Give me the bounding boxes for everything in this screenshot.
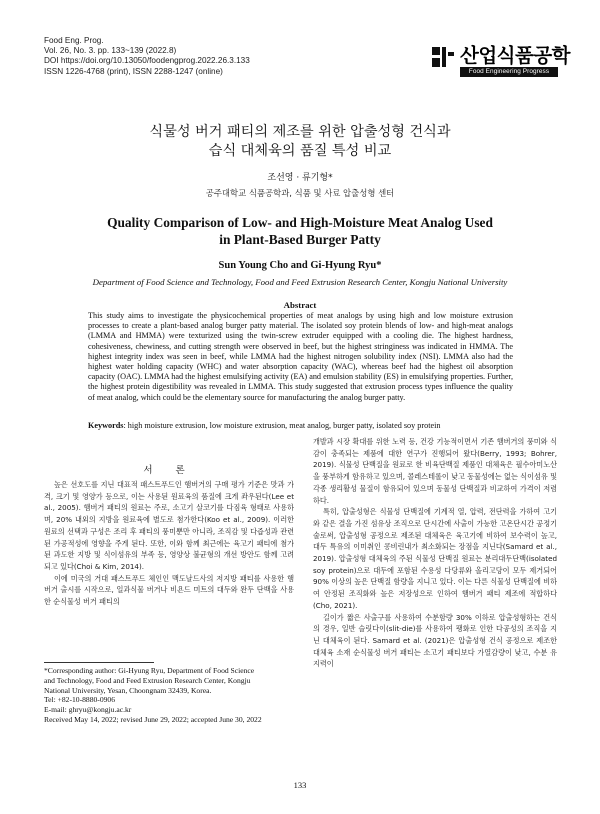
english-title-line-1: Quality Comparison of Low- and High-Moisture Meat Analog Used — [107, 215, 493, 230]
body-paragraph: 길이가 짧은 사출구를 사용하여 수분함량 30% 이하로 압출성형하는 건식의 경우, 일반 슬릿다이(slit-die)를 사용하여 팽화로 인한 다공성의 조직을 지닌 대체육이 된다. Samard et al. (2021)은 압출성형 건식 공정으로 제조한 대체육 소재 순식물성 버거 패티는 소고기 패티보다 가열감량이 낮고, 수분 유지력이 — [313, 612, 557, 669]
body-paragraph: 이에 미국의 거대 패스트푸드 체인인 맥도날드사의 저지방 패티를 사용한 햄버거 출시를 시작으로, 일과식물 버거나 비욘드 미트의 대두와 완두 단백을 사용한 순식물성 버거 패티의 — [44, 573, 294, 607]
journal-issn: ISSN 1226-4768 (print), ISSN 2288-1247 (online) — [44, 66, 223, 76]
korean-title-line-2: 습식 대체육의 품질 특성 비교 — [208, 143, 392, 159]
korean-title-line-1: 식물성 버거 패티의 제조를 위한 압출성형 건식과 — [149, 124, 451, 140]
keywords-text: : high moisture extrusion, low moisture extrusion, meat analog, burger patty, isolated soy protein — [123, 421, 441, 430]
footnote-line: *Corresponding author: Gi-Hyung Ryu, Department of Food Science — [44, 666, 255, 675]
korean-affiliation: 공주대학교 식품공학과, 식품 및 사료 압출성형 센터 — [205, 188, 395, 198]
body-left-column — [44, 479, 294, 608]
journal-volume: Vol. 26, No. 3. pp. 133~139 (2022.8) — [44, 46, 177, 56]
body-paragraph: 개발과 시장 확대를 위한 노력 등, 건강 기능적이면서 기존 햄버거의 풍미와 식감이 충족되는 제품에 대한 연구가 진행되어 왔다(Berry, 1993; Bohrer, 2019). 식물성 단백질을 원료로 한 비육단백질 제품인 대체육은 필수아미노산을 풍부하게 함유하고 있으며, 콜레스테롤이 낮고 동물성에는 없는 식이섬유 및 각종 생리활성 물질이 함유되어 있으며 동물성 단백질과 비교하여 가격이 저렴하다. — [313, 437, 557, 505]
journal-logo — [430, 40, 571, 88]
footnote-email[interactable]: E-mail: ghryu@kongju.ac.kr — [44, 705, 132, 715]
page-number: 133 — [293, 780, 307, 790]
logo-english-text: Food Engineering Progress — [460, 67, 558, 77]
journal-name: Food Eng. Prog. — [44, 36, 104, 45]
footnote-line: and Technology, Food and Feed Extrusion Research Center, Kongju — [44, 675, 251, 685]
footnote-line: Received May 14, 2022; revised June 29, 2022; accepted June 30, 2022 — [44, 714, 262, 724]
english-affiliation: Department of Food Science and Technology, Food and Feed Extrusion Research Center, Kongju National University — [92, 277, 508, 287]
journal-doi[interactable]: DOI https://doi.org/10.13050/foodengprog.2022.26.3.133 — [44, 56, 250, 66]
section-heading-introduction: 서 론 — [143, 465, 195, 476]
keywords — [88, 421, 513, 431]
footnote-divider — [44, 662, 154, 663]
body-paragraph: 특히, 압출성형은 식물성 단백질에 기계적 열, 압력, 전단력을 가하여 고기와 같은 결을 가진 섬유상 조직으로 단시간에 사출이 가능한 고온단시간 공정기술로써, 압출성형 공정으로 제조된 대체육은 육고기에 비하여 보수력이 높고, 대두 특유의 이미취인 콩비린내가 최소화되는 장점을 지닌다(Samard et al., 2019). 압출성형 대체육의 주된 식물성 단백질 원료는 분리대두단백(isolated soy protein)으로 대두에 포함된 수용성 다당류와 올리고당이 모두 제거되어 90% 이상의 높은 단백질 함량을 지니고 있다. 이는 다른 식물성 단백질에 비하여 안정된 조직화와 높은 저장성으로 인하여 햄버거 패티 제조에 적합하다(Cho, 2021). — [313, 507, 557, 610]
footnote-line: Tel: +82-10-8880-0906 — [44, 695, 116, 705]
corresponding-author-footnote — [44, 666, 300, 725]
journal-meta — [44, 36, 250, 77]
abstract-heading: Abstract — [283, 300, 317, 310]
english-title-line-2: in Plant-Based Burger Patty — [219, 232, 381, 247]
english-authors: Sun Young Cho and Gi-Hyung Ryu* — [218, 260, 382, 271]
journal-logo-mark-icon — [430, 44, 456, 70]
korean-authors: 조선영 · 류기형* — [267, 173, 333, 183]
logo-korean-text: 산업식품공학 — [460, 44, 571, 67]
keywords-label: Keywords — [88, 421, 124, 430]
body-right-column — [313, 436, 557, 670]
body-paragraph: 높은 선호도를 지닌 대표적 패스트푸드인 햄버거의 구매 평가 기준은 맛과 가격, 크기 및 영양가 등으로, 이는 사용된 원료육의 품질에 크게 좌우된다(Lee et al., 2005). 햄버거 패티의 원료는 주로, 소고기 살코기를 다짐육 형태로 사용하며, 20% 내외의 지방을 원료육에 별도로 첨가한다(Koo et al., 2009). 이러한 원료의 선택과 구성은 조리 후 패티의 풍미뿐만 아니라, 조직감 및 다즙성과 관련된 가공적성에 영향을 주게 된다. 또한, 이와 함께 최근에는 육고기 패티에 첨가된 과도한 지방 및 식이섬유의 부족 등, 영양상 불균형의 개선 방안도 함께 고려되고 있다(Choi & Kim, 2014). — [44, 480, 294, 571]
abstract-text: This study aims to investigate the physicochemical properties of meat analogs by using high and low moisture extrusion processes to create a plant-based analog burger patty material. The isolated soy protein blends of low- and high-meat analogs (LMMA and HMMA) were texturized using the twin-screw extruder equipped with a cooling die. The highest hardness, cohesiveness, chewiness, and cutting strength were observed in beef, but the highest stringiness was indicated in HMMA. The highest integrity index was seen in beef, while LMMA had the highest nitrogen solubility index (NSI). LMMA also had the highest water holding capacity (WHC) and water absorption capacity (WAC), whereas beef had the highest oil absorption capacity (OAC). LMMA had the highest emulsifying activity (EA) and emulsion stability (ES) in emulsifying properties. Further, the highest protein digestibility was revealed in LMMA. This study suggested that extrusion process types influence the quality of meat analog, which could be the elementary source for manufacturing the analog burger patty. — [88, 311, 513, 402]
footnote-line: National University, Yesan, Choongnam 32439, Korea. — [44, 685, 212, 695]
